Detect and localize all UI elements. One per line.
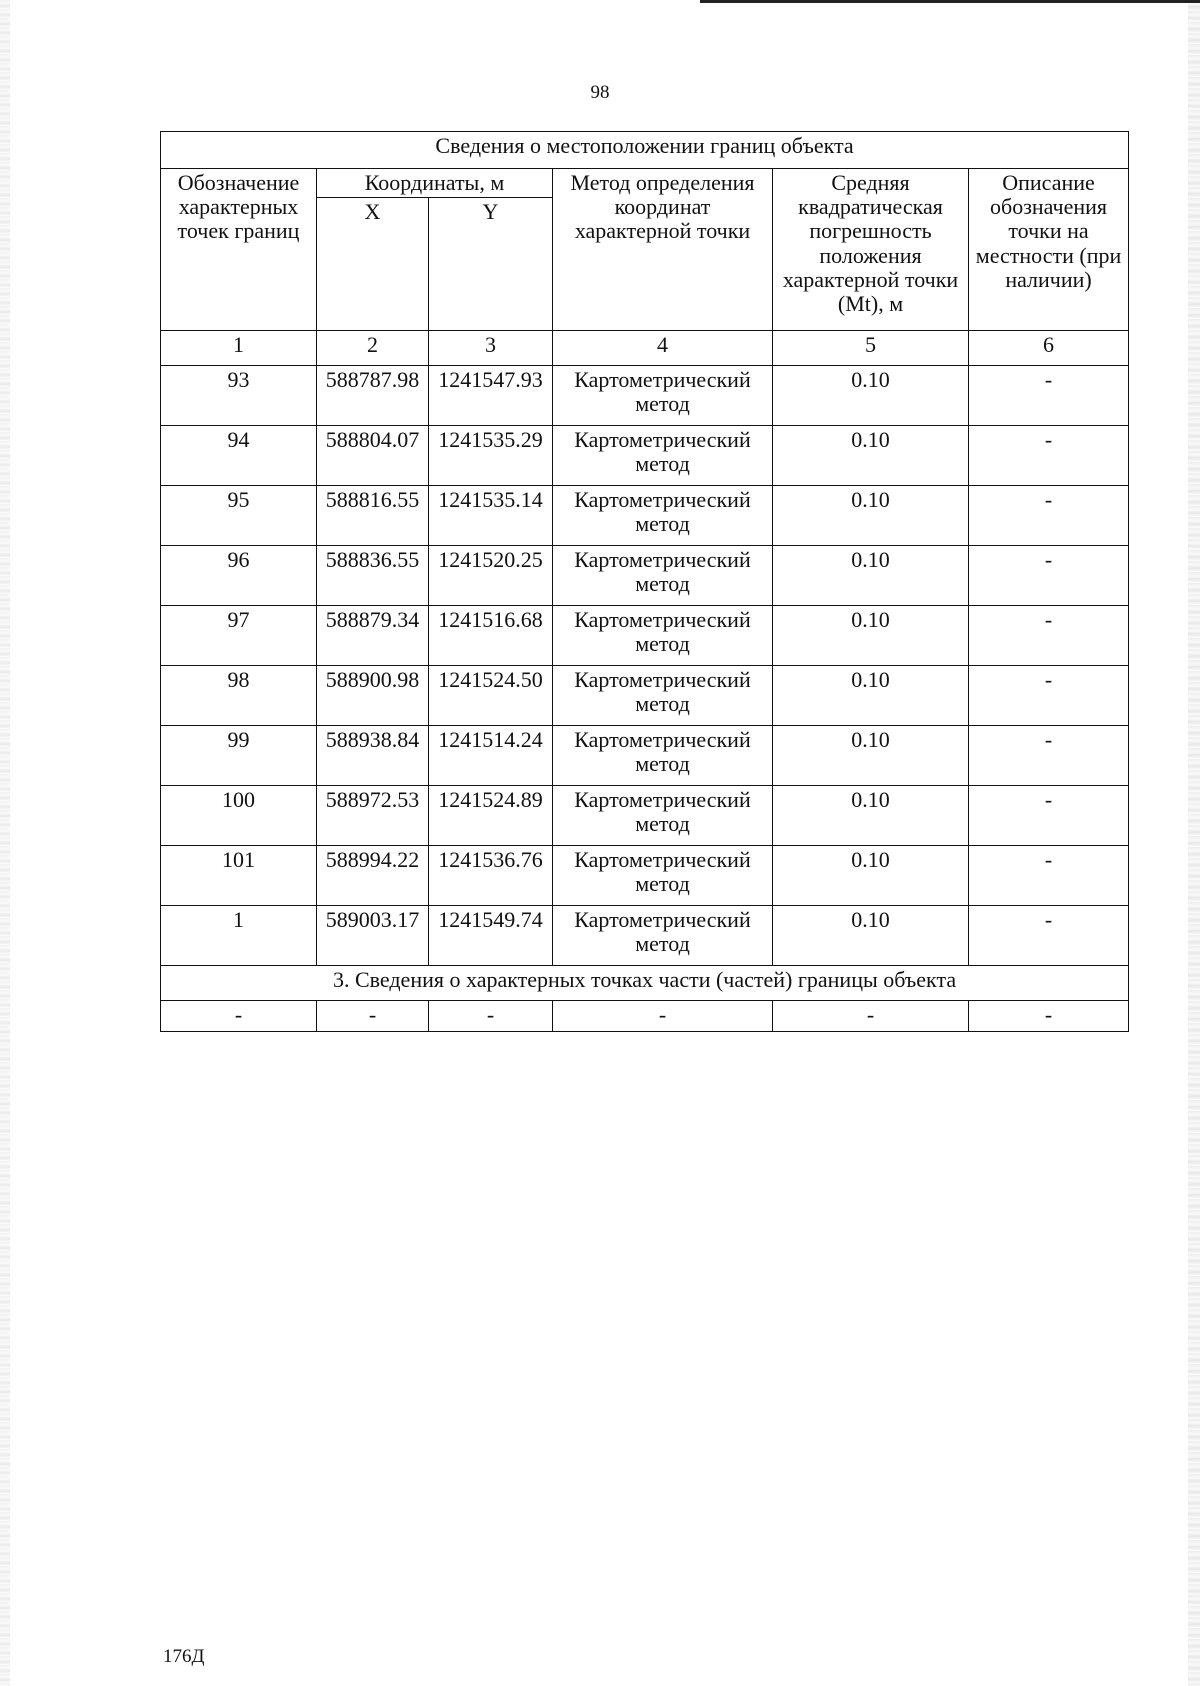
y-cell: 1241547.93 bbox=[429, 366, 553, 426]
point-cell: 94 bbox=[161, 426, 317, 486]
method-cell: Картометрический метод bbox=[553, 426, 773, 486]
point-cell: 95 bbox=[161, 486, 317, 546]
error-cell: 0.10 bbox=[773, 606, 969, 666]
section3-cell: - bbox=[969, 1001, 1129, 1032]
description-cell: - bbox=[969, 486, 1129, 546]
error-cell: 0.10 bbox=[773, 906, 969, 966]
error-cell: 0.10 bbox=[773, 666, 969, 726]
section3-cell: - bbox=[553, 1001, 773, 1032]
error-cell: 0.10 bbox=[773, 546, 969, 606]
table-row bbox=[161, 906, 1129, 966]
column-number: 6 bbox=[969, 331, 1129, 366]
point-cell: 93 bbox=[161, 366, 317, 426]
description-cell: - bbox=[969, 906, 1129, 966]
x-cell: 588879.34 bbox=[317, 606, 429, 666]
method-cell: Картометрический метод bbox=[553, 726, 773, 786]
table-row bbox=[161, 486, 1129, 546]
table-row bbox=[161, 786, 1129, 846]
point-cell: 96 bbox=[161, 546, 317, 606]
page-number: 98 bbox=[590, 82, 610, 103]
table-row bbox=[161, 426, 1129, 486]
error-cell: 0.10 bbox=[773, 846, 969, 906]
description-cell: - bbox=[969, 606, 1129, 666]
y-cell: 1241516.68 bbox=[429, 606, 553, 666]
x-cell: 588804.07 bbox=[317, 426, 429, 486]
section3-title: 3. Сведения о характерных точках части (частей) границы объекта bbox=[161, 966, 1129, 1001]
y-cell: 1241524.89 bbox=[429, 786, 553, 846]
error-cell: 0.10 bbox=[773, 726, 969, 786]
table-row bbox=[161, 726, 1129, 786]
section3-cell: - bbox=[773, 1001, 969, 1032]
table-row bbox=[161, 846, 1129, 906]
header-description: Описание обозначения точки на местности (при наличии) bbox=[969, 169, 1129, 331]
table-row bbox=[161, 606, 1129, 666]
description-cell: - bbox=[969, 426, 1129, 486]
method-cell: Картометрический метод bbox=[553, 906, 773, 966]
point-cell: 99 bbox=[161, 726, 317, 786]
x-cell: 588836.55 bbox=[317, 546, 429, 606]
error-cell: 0.10 bbox=[773, 786, 969, 846]
header-x: X bbox=[317, 198, 429, 331]
table-title: Сведения о местоположении границ объекта bbox=[161, 132, 1129, 169]
table-row bbox=[161, 666, 1129, 726]
y-cell: 1241514.24 bbox=[429, 726, 553, 786]
point-cell: 98 bbox=[161, 666, 317, 726]
section3-cell: - bbox=[429, 1001, 553, 1032]
table-row bbox=[161, 546, 1129, 606]
error-cell: 0.10 bbox=[773, 426, 969, 486]
scan-top-bar bbox=[700, 0, 1200, 3]
method-cell: Картометрический метод bbox=[553, 846, 773, 906]
error-cell: 0.10 bbox=[773, 486, 969, 546]
error-cell: 0.10 bbox=[773, 366, 969, 426]
method-cell: Картометрический метод bbox=[553, 786, 773, 846]
y-cell: 1241535.14 bbox=[429, 486, 553, 546]
x-cell: 588972.53 bbox=[317, 786, 429, 846]
column-number: 2 bbox=[317, 331, 429, 366]
header-designation: Обозначение характерных точек границ bbox=[161, 169, 317, 331]
column-number: 1 bbox=[161, 331, 317, 366]
header-y: Y bbox=[429, 198, 553, 331]
x-cell: 589003.17 bbox=[317, 906, 429, 966]
point-cell: 101 bbox=[161, 846, 317, 906]
description-cell: - bbox=[969, 666, 1129, 726]
method-cell: Картометрический метод bbox=[553, 486, 773, 546]
method-cell: Картометрический метод bbox=[553, 666, 773, 726]
scan-edge-right bbox=[1188, 0, 1200, 1686]
column-number: 5 bbox=[773, 331, 969, 366]
y-cell: 1241524.50 bbox=[429, 666, 553, 726]
section3-cell: - bbox=[161, 1001, 317, 1032]
header-error: Средняя квадратическая погрешность положения характерной точки (Mt), м bbox=[773, 169, 969, 331]
y-cell: 1241535.29 bbox=[429, 426, 553, 486]
method-cell: Картометрический метод bbox=[553, 606, 773, 666]
description-cell: - bbox=[969, 786, 1129, 846]
column-number: 4 bbox=[553, 331, 773, 366]
table-row bbox=[161, 366, 1129, 426]
x-cell: 588994.22 bbox=[317, 846, 429, 906]
x-cell: 588816.55 bbox=[317, 486, 429, 546]
column-number: 3 bbox=[429, 331, 553, 366]
description-cell: - bbox=[969, 726, 1129, 786]
x-cell: 588938.84 bbox=[317, 726, 429, 786]
point-cell: 1 bbox=[161, 906, 317, 966]
x-cell: 588900.98 bbox=[317, 666, 429, 726]
method-cell: Картометрический метод bbox=[553, 546, 773, 606]
point-cell: 100 bbox=[161, 786, 317, 846]
y-cell: 1241536.76 bbox=[429, 846, 553, 906]
section3-cell: - bbox=[317, 1001, 429, 1032]
header-method: Метод определения координат характерной точки bbox=[553, 169, 773, 331]
column-numbers-row bbox=[161, 331, 1129, 366]
header-coordinates: Координаты, м bbox=[317, 169, 553, 198]
section3-row bbox=[161, 1001, 1129, 1032]
scan-edge-left bbox=[0, 0, 10, 1686]
description-cell: - bbox=[969, 366, 1129, 426]
point-cell: 97 bbox=[161, 606, 317, 666]
x-cell: 588787.98 bbox=[317, 366, 429, 426]
boundary-coordinates-table bbox=[160, 131, 1129, 1032]
method-cell: Картометрический метод bbox=[553, 366, 773, 426]
document-code: 176Д bbox=[163, 1646, 205, 1667]
y-cell: 1241520.25 bbox=[429, 546, 553, 606]
description-cell: - bbox=[969, 846, 1129, 906]
y-cell: 1241549.74 bbox=[429, 906, 553, 966]
description-cell: - bbox=[969, 546, 1129, 606]
